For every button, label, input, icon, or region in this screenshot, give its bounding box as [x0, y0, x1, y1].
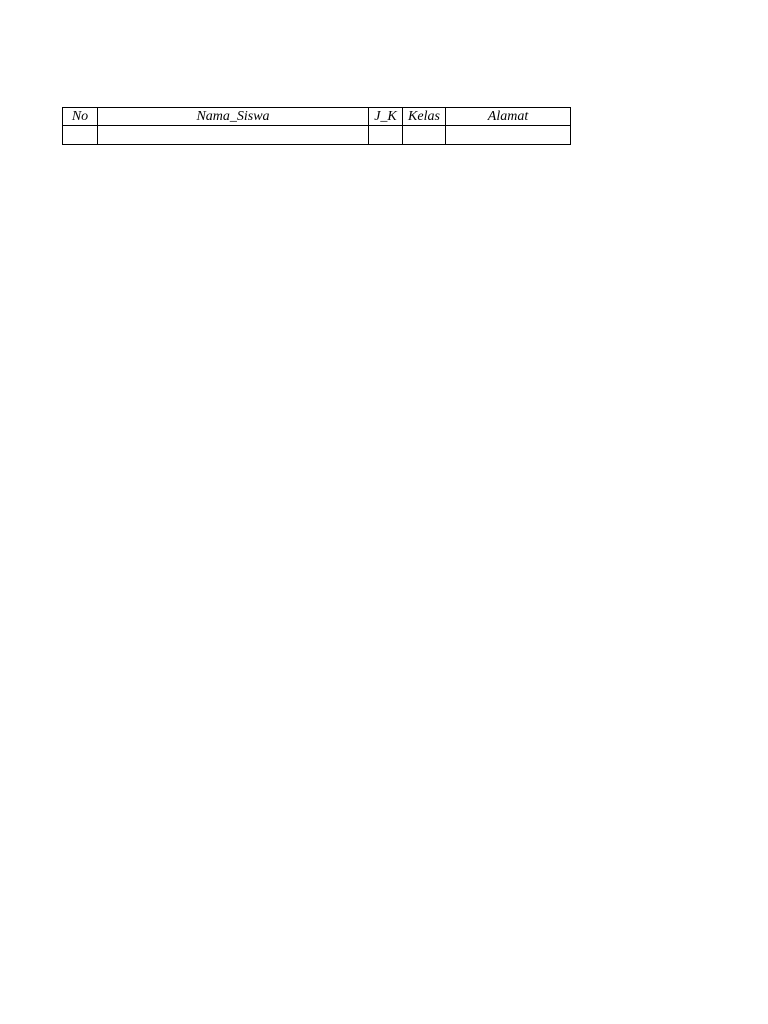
student-table: No Nama_Siswa J_K Kelas Alamat [62, 107, 571, 145]
